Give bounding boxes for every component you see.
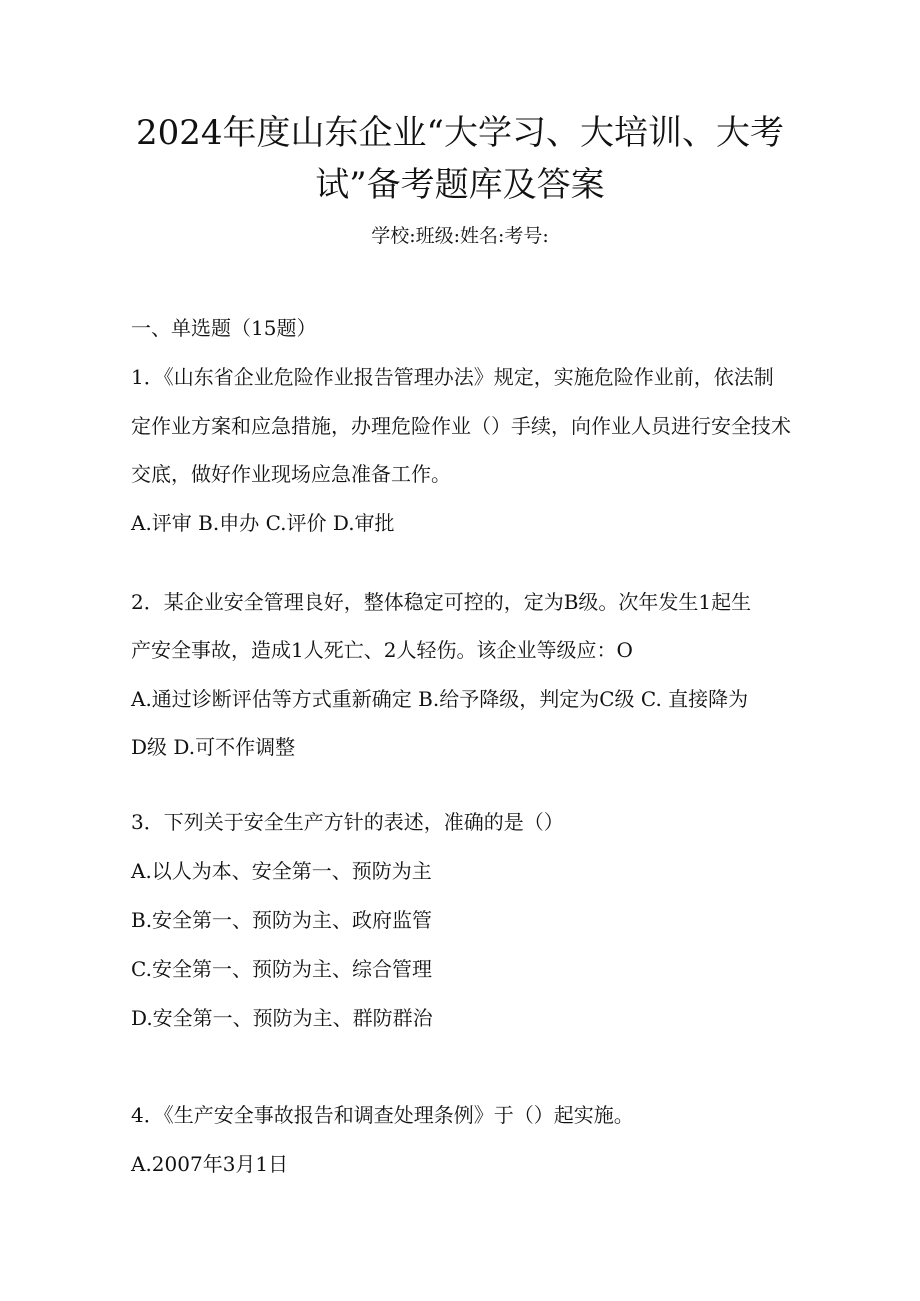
question-2-options-line-1: A.通过诊断评估等方式重新确定 B.给予降级，判定为C级 C. 直接降为 xyxy=(131,687,749,711)
question-3-option-a: A.以人为本、安全第一、预防为主 xyxy=(131,859,432,883)
question-1-options: A.评审 B.申办 C.评价 D.审批 xyxy=(131,511,395,535)
question-2-line-1: 2．某企业安全管理良好，整体稳定可控的，定为B级。次年发生1起生 xyxy=(131,590,752,614)
student-info-line: 学校:班级:姓名:考号: xyxy=(371,225,549,247)
document-title-line-1: 2024年度山东企业“大学习、大培训、大考 xyxy=(136,113,784,153)
question-4-line-1: 4．《生产安全事故报告和调查处理条例》于（）起实施。 xyxy=(131,1103,634,1127)
question-1-line-2: 定作业方案和应急措施，办理危险作业（）手续，向作业人员进行安全技术 xyxy=(131,414,791,438)
question-1-line-3: 交底，做好作业现场应急准备工作。 xyxy=(131,462,451,486)
question-3-option-c: C.安全第一、预防为主、综合管理 xyxy=(131,957,432,981)
question-3-line-1: 3．下列关于安全生产方针的表述，准确的是（） xyxy=(131,810,564,834)
question-2-options-line-2: D级 D.可不作调整 xyxy=(131,735,296,759)
question-3-option-b: B.安全第一、预防为主、政府监管 xyxy=(131,908,433,932)
question-4-option-a: A.2007年3月1日 xyxy=(131,1152,289,1176)
section-heading: 一、单选题（15题） xyxy=(131,316,317,340)
document-title-line-2: 试”备考题库及答案 xyxy=(315,165,605,205)
question-1-line-1: 1．《山东省企业危险作业报告管理办法》规定，实施危险作业前，依法制 xyxy=(131,365,774,389)
question-2-line-2: 产安全事故，造成1人死亡、2人轻伤。该企业等级应：O xyxy=(131,638,633,662)
question-3-option-d: D.安全第一、预防为主、群防群治 xyxy=(131,1006,433,1030)
